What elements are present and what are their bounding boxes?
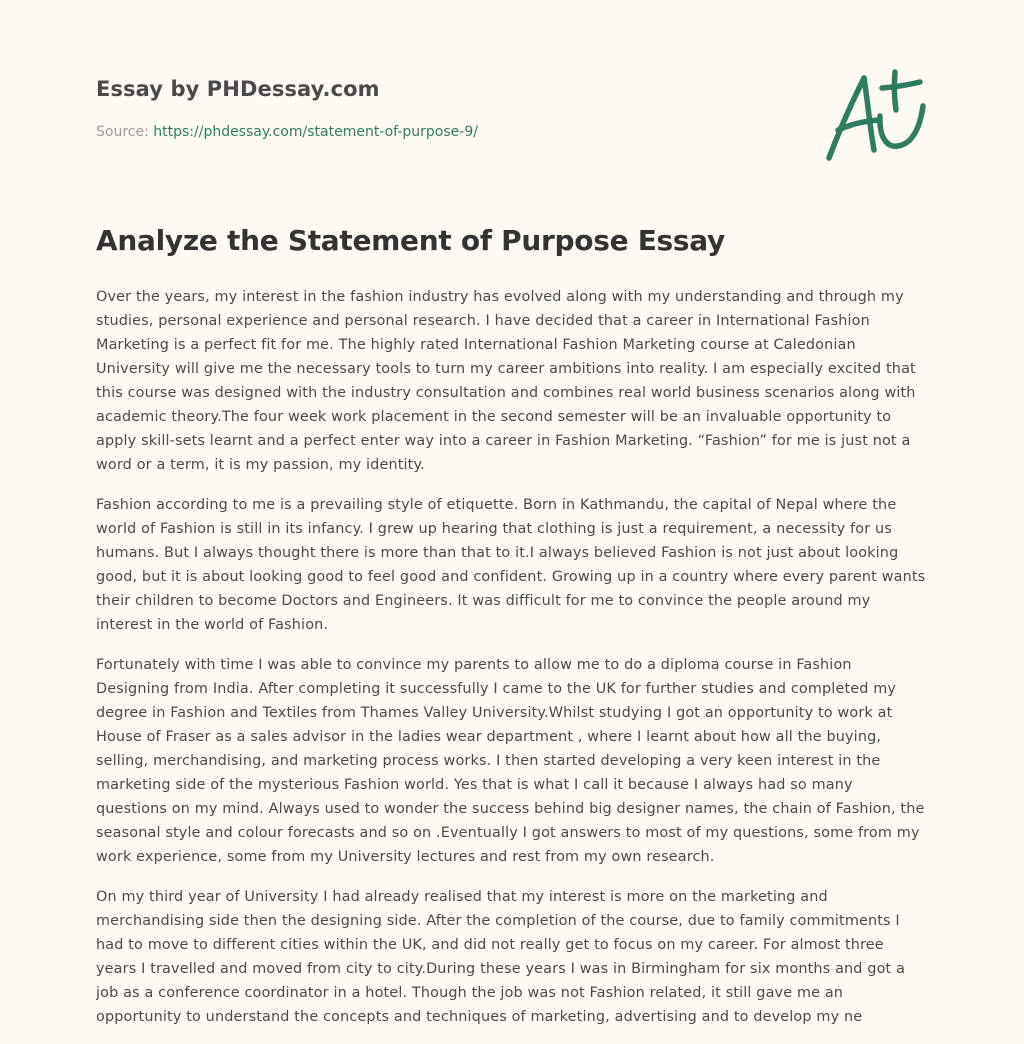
essay-paragraph-3: Fortunately with time I was able to convince my parents to allow me to do a diploma course in Fashion Designing from India. After completing it successfully I came to the UK for further studies and completed my degree in Fashion and Textiles from Thames Valley University.Whilst studying I got an opportunity to work at House of Fraser as a sales advisor in the ladies wear department , where I learnt about how all the buying, selling, merchandising, and marketing process works. I then started developing a very keen interest in the marketing side of the mysterious Fashion world. Yes that is what I call it because I always had so many questions on my mind. Always used to wonder the success behind big designer names, the chain of Fashion, the seasonal style and colour forecasts and so on .Eventually I got answers to most of my questions, some from my work experience, some from my University lectures and rest from my own research. bbox=[96, 657, 925, 865]
essay-paragraph-1: Over the years, my interest in the fashion industry has evolved along with my understanding and through my studies, personal experience and personal research. I have decided that a career in International Fashion Marketing is a perfect fit for me. The highly rated International Fashion Marketing course at Caledonian University will give me the necessary tools to turn my career ambitions into reality. I am especially excited that this course was designed with the industry consultation and combines real world business scenarios along with academic theory.The four week work placement in the second semester will be an invaluable opportunity to apply skill-sets learnt and a perfect enter way into a career in Fashion Marketing. “Fashion” for me is just not a word or a term, it is my passion, my identity. bbox=[96, 289, 916, 473]
source-line bbox=[96, 124, 478, 140]
source-link[interactable]: https://phdessay.com/statement-of-purpose-9/ bbox=[153, 124, 478, 140]
essay-title: Analyze the Statement of Purpose Essay bbox=[96, 224, 725, 257]
essay-paragraph-2: Fashion according to me is a prevailing style of etiquette. Born in Kathmandu, the capital of Nepal where the world of Fashion is still in its infancy. I grew up hearing that clothing is just a requirement, a necessity for us humans. But I always thought there is more than that to it.I always believed Fashion is not just about looking good, but it is about looking good to feel good and confident. Growing up in a country where every parent wants their children to become Doctors and Engineers. It was difficult for me to convince the people around my interest in the world of Fashion. bbox=[96, 497, 926, 633]
page-header bbox=[96, 0, 928, 200]
a-plus-logo-icon bbox=[824, 66, 928, 166]
essay-paragraph-4: On my third year of University I had already realised that my interest is more on the marketing and merchandising side then the designing side. After the completion of the course, due to family commitments I had to move to different cities within the UK, and did not really get to focus on my career. For almost three years I travelled and moved from city to city.During these years I was in Birmingham for six months and got a job as a conference coordinator in a hotel. Though the job was not Fashion related, it still gave me an opportunity to understand the concepts and techniques of marketing, advertising and to develop my ne bbox=[96, 889, 906, 1025]
site-title: Essay by PHDessay.com bbox=[96, 77, 380, 101]
source-label: Source: bbox=[96, 124, 149, 140]
essay-content bbox=[96, 285, 926, 1035]
